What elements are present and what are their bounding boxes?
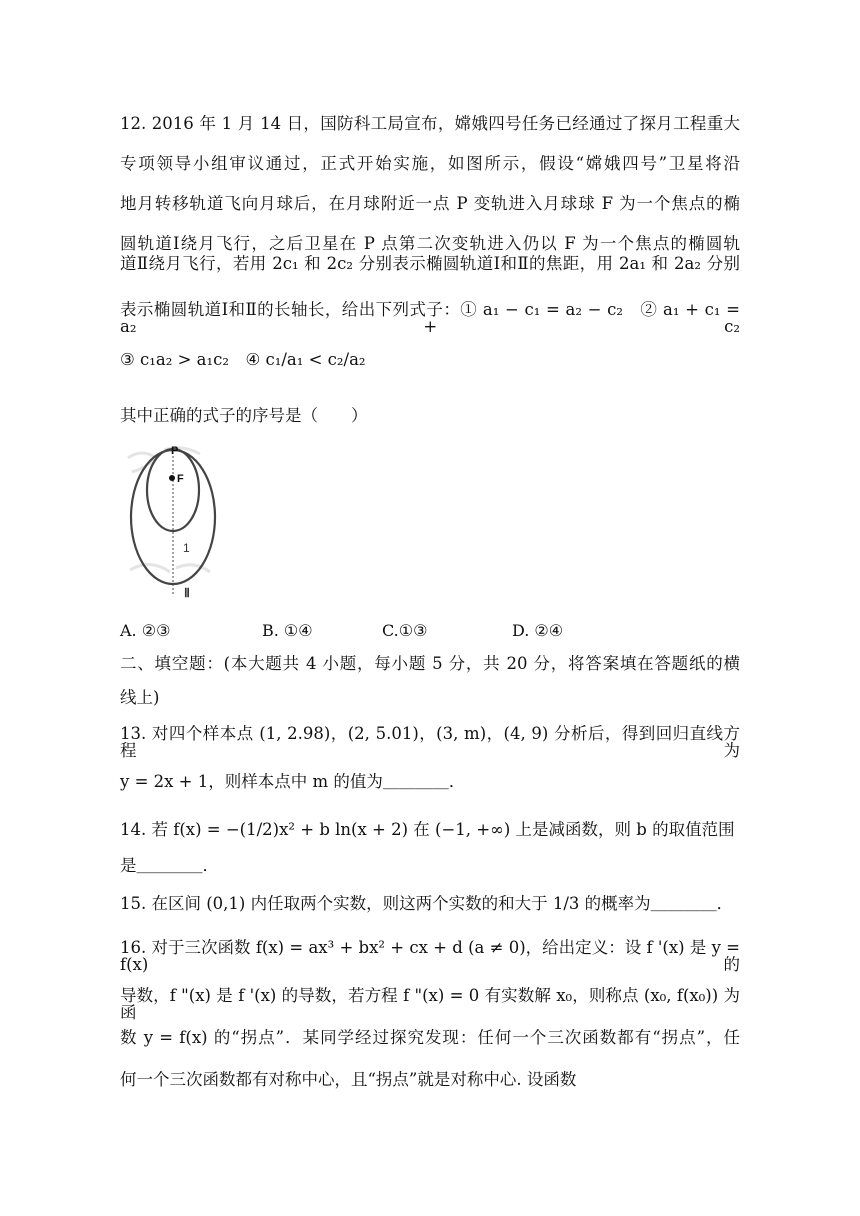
q12-line-2: 专项领导小组审议通过，正式开始实施，如图所示，假设“嫦娥四号”卫星将沿: [120, 154, 740, 173]
q16-line-1: 16. 对于三次函数 f(x) = ax³ + bx² + cx + d (a ≠ 0)，给出定义：设 f '(x) 是 y = f(x) 的: [120, 938, 740, 974]
label-orbit-2: Ⅱ: [184, 586, 190, 600]
q12-line-7: ③ c₁a₂ > a₁c₂ ④ c₁/a₁ < c₂/a₂: [120, 350, 366, 369]
q12-line-1: 12. 2016 年 1 月 14 日，国防科工局宣布，嫦娥四号任务已经通过了探月工程重大: [120, 114, 740, 133]
label-orbit-1: 1: [183, 541, 190, 555]
q14-line-1: 14. 若 f(x) = −(1/2)x² + b ln(x + 2) 在 (−1, +∞) 上是减函数，则 b 的取值范围: [120, 820, 735, 839]
q16-line-4: 何一个三次函数都有对称中心，且“拐点”就是对称中心. 设函数: [120, 1070, 577, 1089]
q13-line-2: y = 2x + 1，则样本点中 m 的值为＿＿＿＿．: [120, 772, 466, 791]
q16-line-2: 导数，f "(x) 是 f '(x) 的导数，若方程 f "(x) = 0 有实数解 x₀，则称点 (x₀, f(x₀)) 为函: [120, 986, 740, 1022]
option-a: A. ②③: [120, 621, 171, 640]
label-f: F: [177, 473, 184, 485]
q13-line-1: 13. 对四个样本点 (1, 2.98)，(2, 5.01)，(3, m)，(4, 9) 分析后，得到回归直线方程为: [120, 724, 740, 760]
q15-line-1: 15. 在区间 (0,1) 内任取两个实数，则这两个实数的和大于 1/3 的概率为＿＿＿＿．: [120, 894, 734, 913]
option-d: D. ②④: [512, 621, 564, 640]
focus-point: [169, 475, 175, 481]
q12-line-5: 道Ⅱ绕月飞行，若用 2c₁ 和 2c₂ 分别表示椭圆轨道Ⅰ和Ⅱ的焦距，用 2a₁ 和 2a₂ 分别: [120, 254, 740, 273]
watermark: [128, 448, 210, 572]
label-p: P: [171, 445, 179, 457]
q12-line-3: 地月转移轨道飞向月球后，在月球附近一点 P 变轨进入月球球 F 为一个焦点的椭: [120, 194, 740, 213]
orbit-figure: [124, 440, 234, 600]
section2-line-1: 二、填空题：(本大题共 4 小题，每小题 5 分，共 20 分，将答案填在答题纸的横: [120, 654, 740, 673]
q12-line-6: 表示椭圆轨道Ⅰ和Ⅱ的长轴长，给出下列式子：① a₁ − c₁ = a₂ − c₂ ② a₁ + c₁ = a₂ + c₂: [120, 300, 740, 336]
q14-line-2: 是＿＿＿＿．: [120, 856, 219, 875]
q12-line-8: 其中正确的式子的序号是（ ）: [120, 406, 368, 425]
q16-line-3: 数 y = f(x) 的“拐点”．某同学经过探究发现：任何一个三次函数都有“拐点”，任: [120, 1028, 740, 1047]
option-c: C.①③: [382, 621, 428, 640]
section2-line-2: 线上): [120, 688, 160, 707]
q12-line-4: 圆轨道Ⅰ绕月飞行，之后卫星在 P 点第二次变轨进入仍以 F 为一个焦点的椭圆轨: [120, 234, 740, 253]
option-b: B. ①④: [262, 621, 313, 640]
